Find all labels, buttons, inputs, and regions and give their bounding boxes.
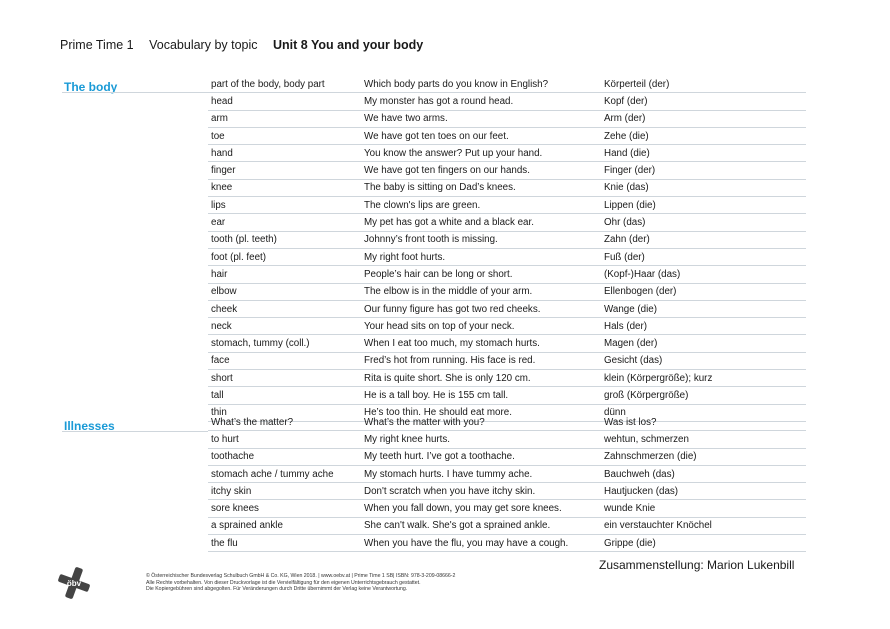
table-row [208,301,806,318]
term-cell: short [211,372,233,384]
translation-cell: klein (Körpergröße); kurz [604,372,713,384]
translation-cell: Gesicht (das) [604,355,663,367]
translation-cell: wunde Knie [604,503,656,515]
example-cell: My monster has got a round head. [364,95,514,107]
translation-cell: Was ist los? [604,416,657,428]
term-cell: finger [211,165,236,177]
term-cell: to hurt [211,433,239,445]
example-cell: When you have the flu, you may have a cough. [364,537,569,549]
table-row [208,214,806,231]
translation-cell: Grippe (die) [604,537,656,549]
example-cell: Which body parts do you know in English? [364,78,549,90]
section-title: The body [64,80,118,94]
term-cell: lips [211,199,226,211]
translation-cell: Hautjucken (das) [604,485,679,497]
term-cell: hand [211,147,233,159]
compiled-by: Zusammenstellung: Marion Lukenbill [599,558,795,572]
translation-cell: Fuß (der) [604,251,645,263]
translation-cell: Ohr (das) [604,217,646,229]
table-row [208,284,806,301]
table-row [208,128,806,145]
example-cell: Our funny figure has got two red cheeks. [364,303,541,315]
table-row [208,197,806,214]
table-row [208,500,806,517]
footer-line: Alle Rechte vorbehalten. Von dieser Druckvorlage ist die Vervielfältigung für den eigenen Unterrichtsgebrauch gestattet. [146,579,421,586]
table-row [208,387,806,404]
term-cell: arm [211,113,228,125]
table-row [208,180,806,197]
page-header [60,38,435,52]
section-title-rule [62,431,208,432]
table-row [208,466,806,483]
translation-cell: wehtun, schmerzen [604,433,689,445]
example-cell: He’s too thin. He should eat more. [364,407,512,419]
table-row [208,414,806,431]
example-cell: We have got ten fingers on our hands. [364,165,530,177]
example-cell: We have two arms. [364,113,448,125]
vocab-table [208,414,806,552]
term-cell: knee [211,182,233,194]
example-cell: She can't walk. She's got a sprained ankle. [364,520,551,532]
term-cell: cheek [211,303,238,315]
example-cell: We have got ten toes on our feet. [364,130,509,142]
example-cell: Don't scratch when you have itchy skin. [364,485,536,497]
table-row [208,93,806,110]
term-cell: thin [211,407,227,419]
example-cell: My right foot hurts. [364,251,446,263]
table-row [208,483,806,500]
term-cell: toe [211,130,225,142]
example-cell: My teeth hurt. I’ve got a toothache. [364,451,515,463]
logo-text: öbv [66,579,82,588]
example-cell: My stomach hurts. I have tummy ache. [364,468,533,480]
vocab-table [208,76,806,422]
table-row [208,353,806,370]
example-cell: When you fall down, you may get sore knees. [364,503,562,515]
term-cell: sore knees [211,503,259,515]
term-cell: part of the body, body part [211,78,325,90]
translation-cell: dünn [604,407,626,419]
translation-cell: Lippen (die) [604,199,656,211]
section-title-rule [62,92,208,93]
term-cell: hair [211,268,228,280]
footer-line: Die Kopiergebühren sind abgegolten. Für Veränderungen durch Dritte übernimmt der Verlag keine Verantwortung. [146,586,408,593]
term-cell: tall [211,389,224,401]
translation-cell: ein verstauchter Knöchel [604,520,712,532]
table-row [208,518,806,535]
example-cell: My right knee hurts. [364,433,451,445]
term-cell: ear [211,217,226,229]
table-row [208,535,806,552]
term-cell: tooth (pl. teeth) [211,234,277,246]
table-row [208,162,806,179]
table-row [208,249,806,266]
translation-cell: Zahnschmerzen (die) [604,451,697,463]
translation-cell: Zahn (der) [604,234,650,246]
example-cell: Johnny’s front tooth is missing. [364,234,498,246]
term-cell: What’s the matter? [211,416,294,428]
term-cell: face [211,355,230,367]
translation-cell: Arm (der) [604,113,646,125]
translation-cell: Knie (das) [604,182,649,194]
term-cell: neck [211,320,232,332]
translation-cell: Hand (die) [604,147,650,159]
table-row [208,266,806,283]
table-row [208,449,806,466]
example-cell: Rita is quite short. She is only 120 cm. [364,372,531,384]
term-cell: foot (pl. feet) [211,251,266,263]
table-row [208,370,806,387]
term-cell: head [211,95,233,107]
translation-cell: Finger (der) [604,165,656,177]
section-title: Illnesses [64,419,115,433]
translation-cell: Kopf (der) [604,95,648,107]
example-cell: The baby is sitting on Dad’s knees. [364,182,516,194]
example-cell: The clown's lips are green. [364,199,481,211]
example-cell: You know the answer? Put up your hand. [364,147,543,159]
term-cell: toothache [211,451,255,463]
translation-cell: Wange (die) [604,303,657,315]
series-title: Prime Time 1 [60,38,134,52]
example-cell: Fred’s hot from running. His face is red. [364,355,536,367]
example-cell: The elbow is in the middle of your arm. [364,286,533,298]
translation-cell: Hals (der) [604,320,648,332]
translation-cell: Magen (der) [604,338,658,350]
example-cell: Your head sits on top of your neck. [364,320,515,332]
table-row [208,431,806,448]
footer-line: © Österreichischer Bundesverlag Schulbuch GmbH & Co. KG, Wien 2018. | www.oebv.at | Prime Time 1 SB| ISBN: 978-3-209-08666-2 [146,573,456,579]
translation-cell: (Kopf-)Haar (das) [604,268,681,280]
table-row [208,318,806,335]
translation-cell: groß (Körpergröße) [604,389,689,401]
translation-cell: Körperteil (der) [604,78,670,90]
term-cell: the flu [211,537,238,549]
translation-cell: Bauchweh (das) [604,468,675,480]
unit-title: Unit 8 You and your body [273,38,424,52]
term-cell: stomach, tummy (coll.) [211,338,310,350]
example-cell: My pet has got a white and a black ear. [364,217,534,229]
example-cell: When I eat too much, my stomach hurts. [364,338,540,350]
example-cell: What’s the matter with you? [364,416,485,428]
example-cell: People’s hair can be long or short. [364,268,513,280]
example-cell: He is a tall boy. He is 155 cm tall. [364,389,509,401]
table-row [208,335,806,352]
table-row [208,111,806,128]
obv-logo-icon [56,565,92,601]
topic-title: Vocabulary by topic [149,38,258,52]
term-cell: stomach ache / tummy ache [211,468,334,480]
translation-cell: Zehe (die) [604,130,649,142]
term-cell: a sprained ankle [211,520,283,532]
table-row [208,145,806,162]
translation-cell: Ellenbogen (der) [604,286,677,298]
table-row [208,76,806,93]
copyright-footer [146,573,455,593]
table-row [208,232,806,249]
term-cell: elbow [211,286,237,298]
term-cell: itchy skin [211,485,252,497]
